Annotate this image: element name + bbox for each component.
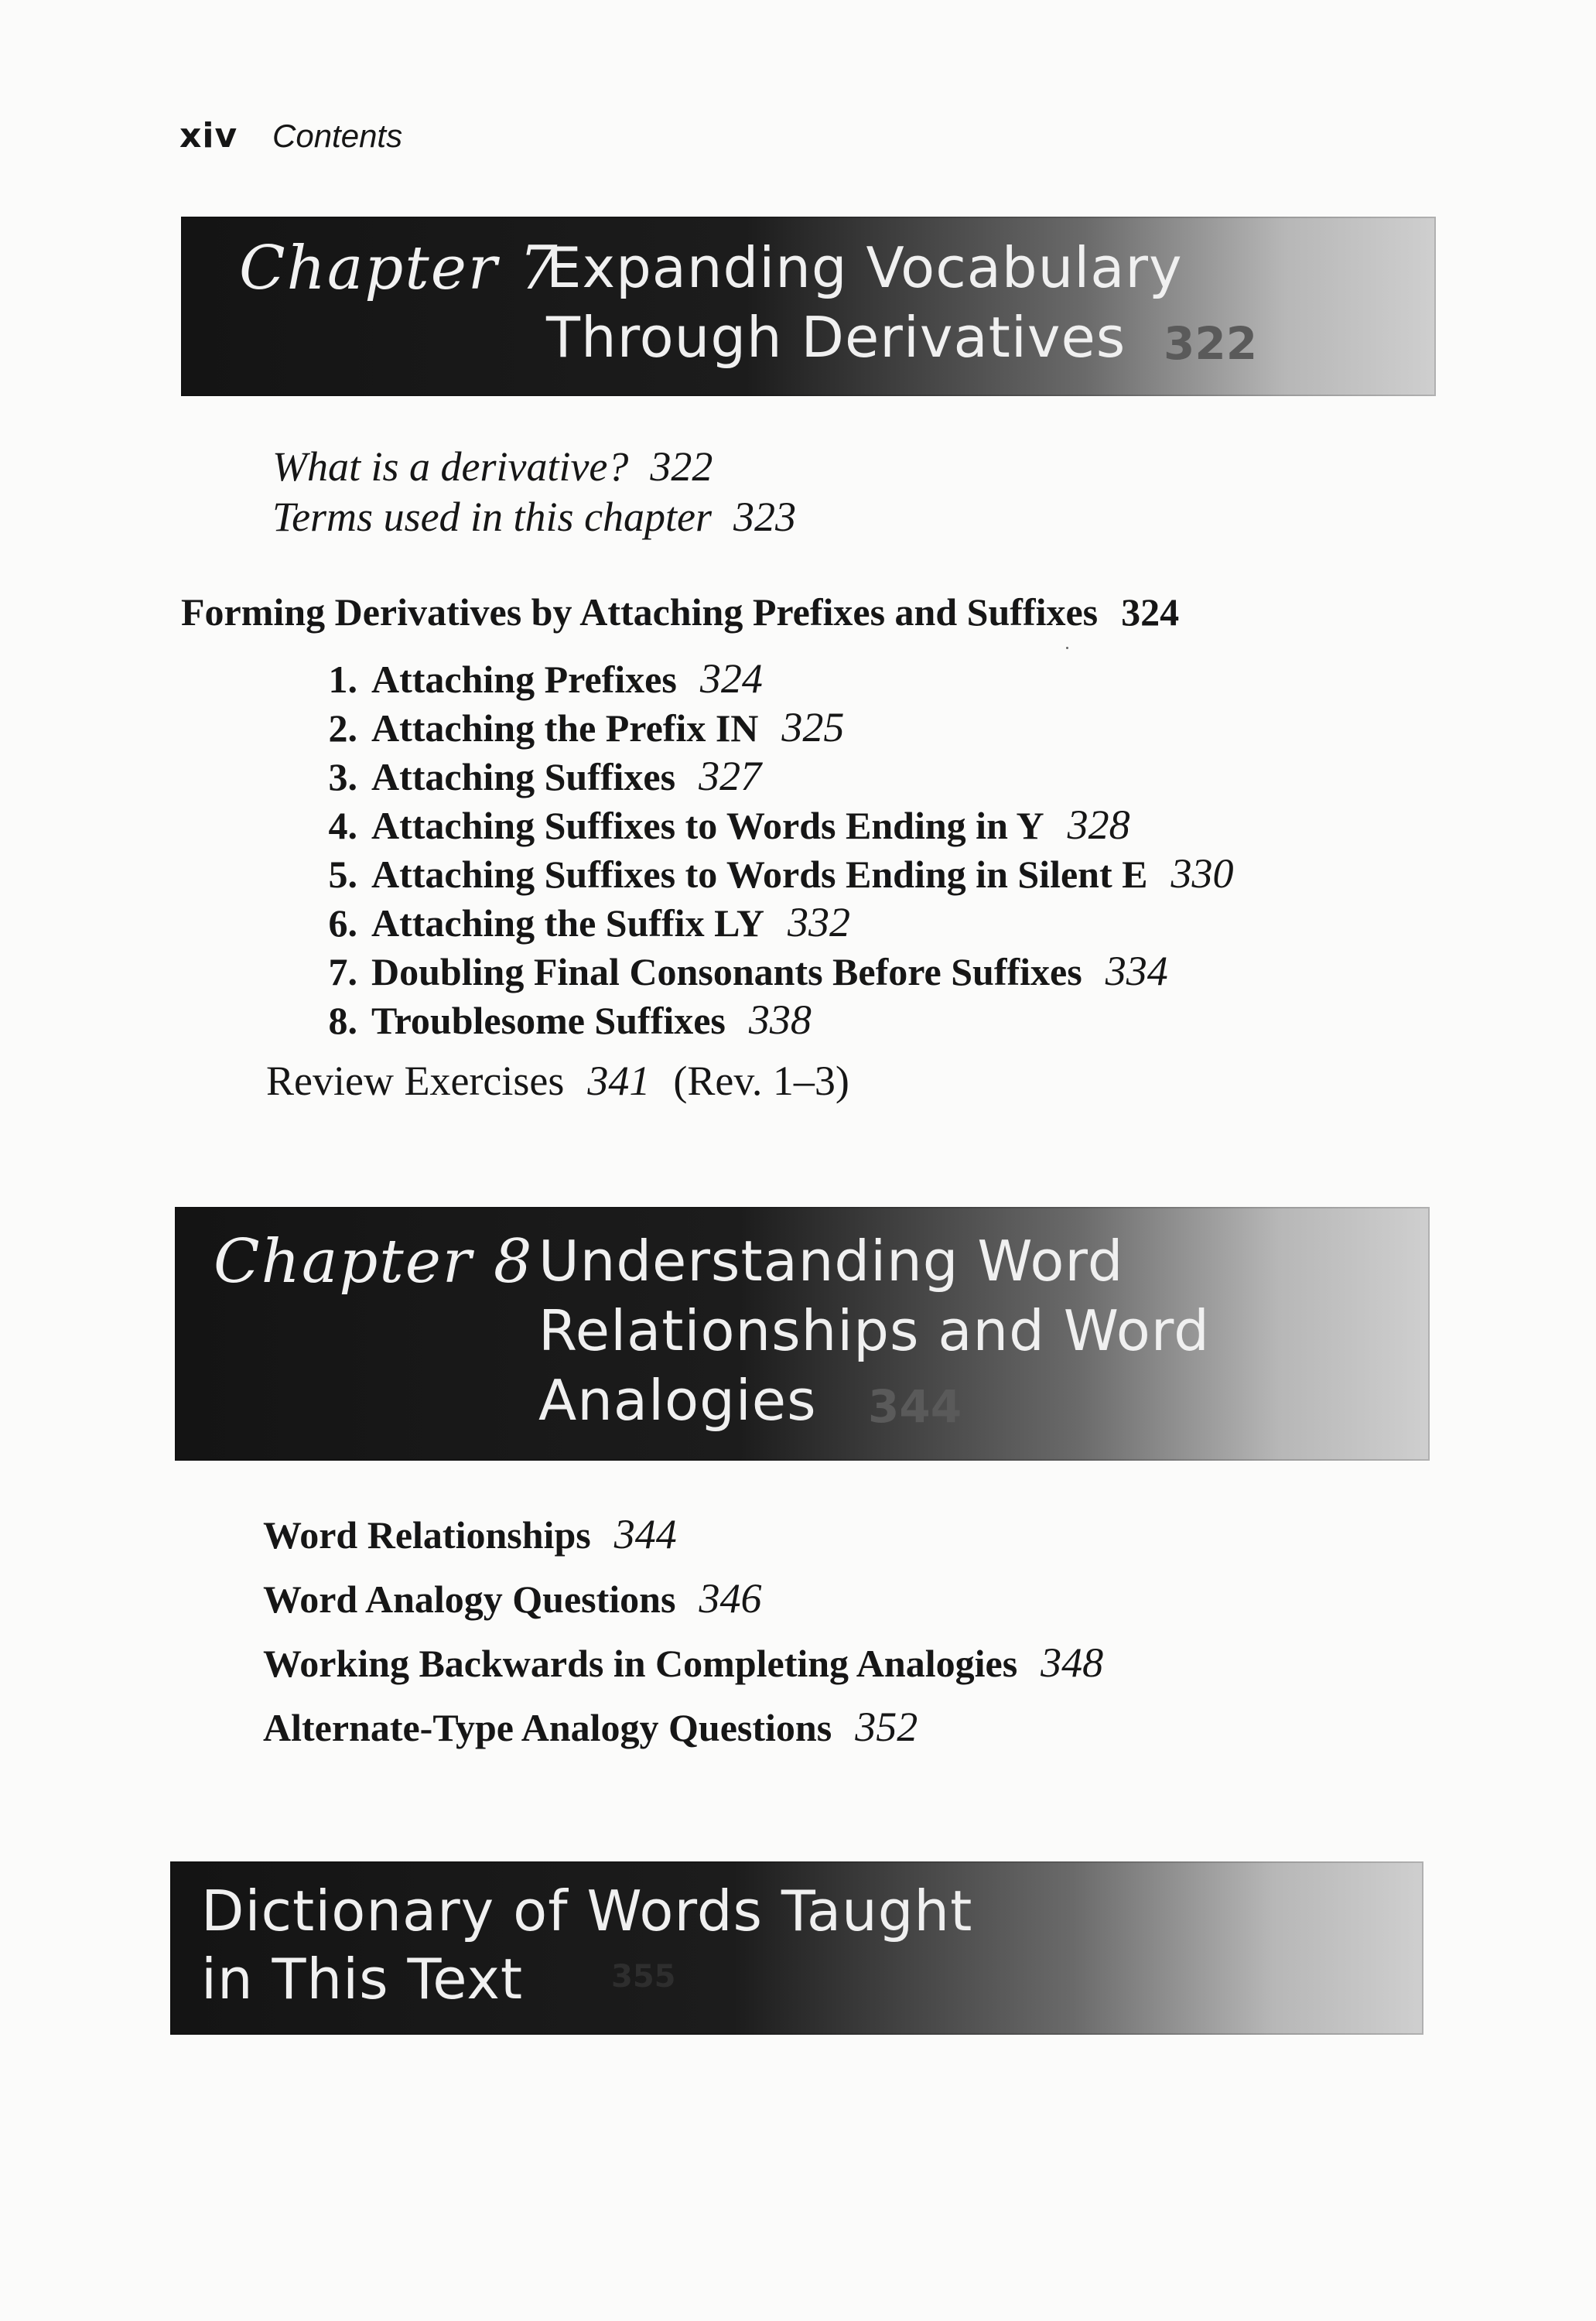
toc-item-page: 325: [781, 704, 845, 750]
chapter-8-title-line-3: Analogies: [538, 1368, 817, 1433]
toc-item-text: Working Backwards in Completing Analogies: [263, 1642, 1018, 1685]
toc-item-text: Word Relationships: [263, 1513, 591, 1557]
running-head-page-number: xiv: [179, 116, 238, 156]
toc-item-page: 327: [699, 753, 762, 799]
toc-item-number: 2.: [328, 706, 357, 750]
chapter-8-title-line-1: Understanding Word: [538, 1229, 1124, 1294]
toc-item: [303, 801, 1130, 849]
toc-item-text: Attaching Prefixes: [371, 658, 677, 701]
toc-item-page: 348: [1041, 1639, 1104, 1686]
toc-item-page: 346: [699, 1575, 762, 1622]
toc-item-number: 5.: [328, 853, 357, 896]
toc-item-page: 328: [1067, 802, 1130, 848]
intro-entry-text: What is a derivative?: [272, 443, 629, 490]
dictionary-page: 355: [611, 1959, 676, 1995]
toc-item-page: 334: [1105, 948, 1168, 994]
chapter-8-title-line-2: Relationships and Word: [538, 1298, 1210, 1363]
dictionary-title-line-2: in This Text: [201, 1947, 524, 2012]
toc-item: [263, 1510, 677, 1558]
toc-item-number: 7.: [328, 950, 357, 993]
dictionary-banner: [170, 1861, 1423, 2035]
toc-item: [303, 898, 850, 946]
toc-item-page: 324: [699, 655, 763, 702]
toc-item-page: 330: [1171, 850, 1234, 897]
review-exercises-range: (Rev. 1–3): [673, 1058, 849, 1104]
review-exercises-page: 341: [587, 1058, 651, 1104]
toc-item-text: Doubling Final Consonants Before Suffixes: [371, 950, 1082, 993]
chapter-8-page: 344: [868, 1380, 962, 1433]
section-heading-text: Forming Derivatives by Attaching Prefixes and Suffixes: [181, 590, 1099, 634]
toc-item: [263, 1639, 1103, 1687]
chapter-8-banner: [175, 1207, 1430, 1461]
scan-speck: [1066, 647, 1068, 649]
intro-entry-page: 323: [733, 494, 797, 540]
section-heading-page: 324: [1121, 590, 1180, 634]
intro-entry-page: 322: [650, 443, 713, 490]
chapter-7-title-line-2: Through Derivatives: [546, 305, 1126, 370]
toc-item: [303, 849, 1233, 897]
toc-item-number: 3.: [328, 755, 357, 798]
toc-item-text: Word Analogy Questions: [263, 1578, 676, 1621]
toc-item-page: 338: [748, 996, 812, 1043]
chapter-7-banner: [181, 217, 1436, 396]
toc-item-number: 6.: [328, 901, 357, 945]
toc-item-text: Attaching Suffixes to Words Ending in Y: [371, 804, 1044, 847]
review-exercises: [266, 1057, 849, 1105]
toc-item: [303, 947, 1168, 995]
toc-item-text: Troublesome Suffixes: [371, 999, 726, 1042]
toc-item-text: Attaching the Suffix LY: [371, 901, 764, 945]
dictionary-title-line-1: Dictionary of Words Taught: [201, 1878, 973, 1943]
review-exercises-text: Review Exercises: [266, 1058, 565, 1104]
toc-item: [303, 655, 763, 702]
toc-item: [303, 703, 844, 751]
toc-item-text: Attaching Suffixes: [371, 755, 676, 798]
toc-item-text: Attaching Suffixes to Words Ending in Silent E: [371, 853, 1148, 896]
toc-item: [303, 752, 761, 800]
chapter-7-page: 322: [1164, 317, 1258, 370]
chapter-7-label: Chapter 7: [239, 234, 559, 303]
toc-item: [263, 1703, 918, 1751]
toc-item-page: 332: [787, 899, 850, 945]
toc-item-text: Alternate-Type Analogy Questions: [263, 1706, 832, 1749]
toc-item: [303, 996, 812, 1044]
toc-item-number: 8.: [328, 999, 357, 1042]
intro-entry: [272, 493, 796, 541]
toc-item-number: 4.: [328, 804, 357, 847]
intro-entry-text: Terms used in this chapter: [272, 494, 713, 540]
toc-item-number: 1.: [328, 658, 357, 701]
toc-item: [263, 1574, 761, 1622]
intro-entry: [272, 443, 713, 491]
toc-item-text: Attaching the Prefix IN: [371, 706, 759, 750]
toc-item-page: 352: [855, 1704, 918, 1750]
chapter-7-title-line-1: Expanding Vocabulary: [546, 235, 1183, 300]
chapter-8-label: Chapter 8: [214, 1227, 534, 1297]
toc-item-page: 344: [613, 1511, 677, 1557]
running-head-title: Contents: [272, 118, 403, 154]
section-heading: [181, 590, 1179, 634]
